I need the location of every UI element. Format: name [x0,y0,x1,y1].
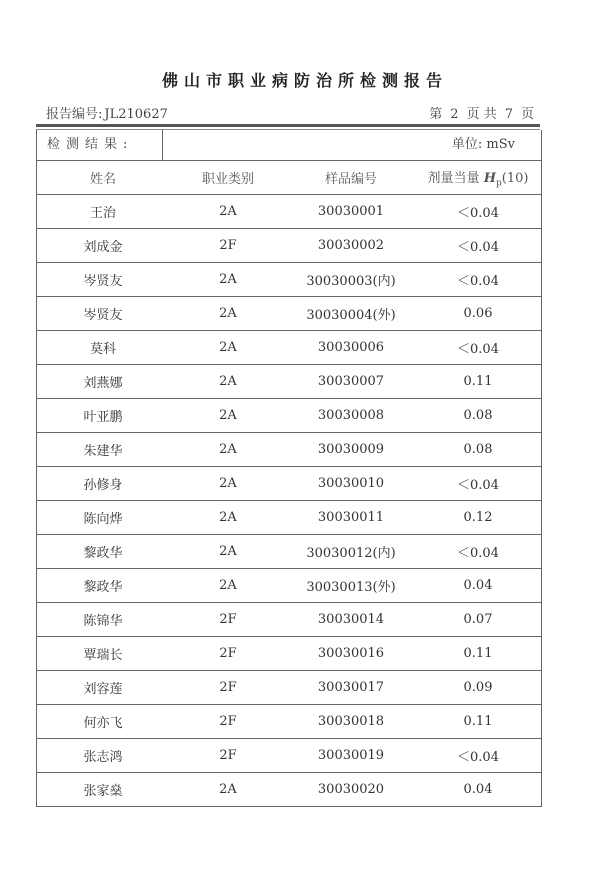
cell-sample: 30030014 [287,603,415,637]
cell-sample: 30030011 [287,501,415,535]
col-dose-header [415,161,541,195]
page-mid: 页 共 [466,107,497,122]
table-row [37,467,541,501]
cell-dose: 0.08 [415,433,541,467]
report-number-label: 报告编号: [46,107,103,122]
dose-symbol-main: H [483,170,496,186]
table-row [37,195,541,229]
cell-sample: 30030020 [287,773,415,807]
dose-table [37,161,541,807]
cell-category: 2F [169,705,287,739]
result-label: 检测结果: [37,130,163,160]
cell-name: 岑贤友 [37,297,169,331]
cell-name: 覃瑞长 [37,637,169,671]
cell-dose: ＜0.04 [415,195,541,229]
col-sample-header: 样品编号 [287,161,415,195]
cell-name: 朱建华 [37,433,169,467]
page-indicator [425,103,538,122]
table-row [37,637,541,671]
cell-name: 叶亚鹏 [37,399,169,433]
result-header-row [37,130,541,161]
cell-name: 陈锦华 [37,603,169,637]
table-row [37,739,541,773]
table-row [37,535,541,569]
cell-category: 2A [169,195,287,229]
dose-suffix: (10) [501,170,529,186]
cell-dose: 0.04 [415,773,541,807]
cell-category: 2A [169,263,287,297]
page-suffix: 页 [520,107,534,122]
table-body [37,195,541,807]
cell-name: 岑贤友 [37,263,169,297]
cell-category: 2A [169,433,287,467]
dose-symbol-sub: p [496,178,502,189]
dose-symbol [483,170,502,189]
page-prefix: 第 [429,107,443,122]
cell-dose: 0.07 [415,603,541,637]
table-row [37,331,541,365]
cell-sample: 30030006 [287,331,415,365]
table-row [37,365,541,399]
cell-dose: 0.12 [415,501,541,535]
cell-dose: ＜0.04 [415,263,541,297]
table-row [37,433,541,467]
cell-sample: 30030007 [287,365,415,399]
cell-name: 何亦飞 [37,705,169,739]
table-row [37,705,541,739]
table-row [37,569,541,603]
cell-name: 刘成金 [37,229,169,263]
table-row [37,603,541,637]
cell-sample: 30030012(内) [287,535,415,569]
cell-dose: ＜0.04 [415,739,541,773]
cell-dose: 0.06 [415,297,541,331]
cell-name: 刘容莲 [37,671,169,705]
cell-name: 刘燕娜 [37,365,169,399]
cell-category: 2F [169,671,287,705]
page-total: 7 [504,107,513,122]
table-header-row [37,161,541,195]
cell-sample: 30030013(外) [287,569,415,603]
cell-category: 2A [169,399,287,433]
cell-sample: 30030009 [287,433,415,467]
cell-dose: ＜0.04 [415,535,541,569]
cell-sample: 30030018 [287,705,415,739]
cell-name: 莫科 [37,331,169,365]
cell-sample: 30030008 [287,399,415,433]
cell-name: 张家燊 [37,773,169,807]
report-number [44,103,168,122]
cell-category: 2A [169,569,287,603]
cell-dose: 0.04 [415,569,541,603]
cell-dose: 0.08 [415,399,541,433]
table-row [37,501,541,535]
report-title: 佛山市职业病防治所检测报告 [161,71,448,90]
cell-category: 2F [169,637,287,671]
table-row [37,229,541,263]
cell-category: 2F [169,229,287,263]
cell-name: 黎政华 [37,535,169,569]
cell-sample: 30030010 [287,467,415,501]
cell-sample: 30030016 [287,637,415,671]
header-rule-thick [36,124,540,127]
cell-category: 2F [169,739,287,773]
cell-category: 2A [169,297,287,331]
table-row [37,263,541,297]
cell-sample: 30030017 [287,671,415,705]
table-row [37,399,541,433]
cell-dose: ＜0.04 [415,331,541,365]
cell-dose: 0.09 [415,671,541,705]
cell-name: 陈向烨 [37,501,169,535]
table-row [37,671,541,705]
cell-category: 2A [169,535,287,569]
cell-name: 黎政华 [37,569,169,603]
cell-category: 2A [169,365,287,399]
cell-dose: ＜0.04 [415,229,541,263]
results-frame [36,130,542,807]
table-row [37,773,541,807]
cell-name: 王治 [37,195,169,229]
cell-sample: 30030003(内) [287,263,415,297]
report-number-value: JL210627 [104,107,168,122]
cell-sample: 30030019 [287,739,415,773]
col-category-header: 职业类别 [169,161,287,195]
cell-dose: ＜0.04 [415,467,541,501]
cell-category: 2F [169,603,287,637]
dose-header-label: 剂量当量 [427,170,480,186]
page-current: 2 [450,107,459,122]
cell-sample: 30030004(外) [287,297,415,331]
cell-name: 孙修身 [37,467,169,501]
cell-category: 2A [169,467,287,501]
cell-name: 张志鸿 [37,739,169,773]
cell-sample: 30030002 [287,229,415,263]
cell-sample: 30030001 [287,195,415,229]
cell-dose: 0.11 [415,365,541,399]
cell-category: 2A [169,331,287,365]
unit-label: 单位: mSv [451,137,515,152]
col-name-header: 姓名 [37,161,169,195]
cell-category: 2A [169,773,287,807]
cell-dose: 0.11 [415,705,541,739]
table-row [37,297,541,331]
cell-category: 2A [169,501,287,535]
cell-dose: 0.11 [415,637,541,671]
